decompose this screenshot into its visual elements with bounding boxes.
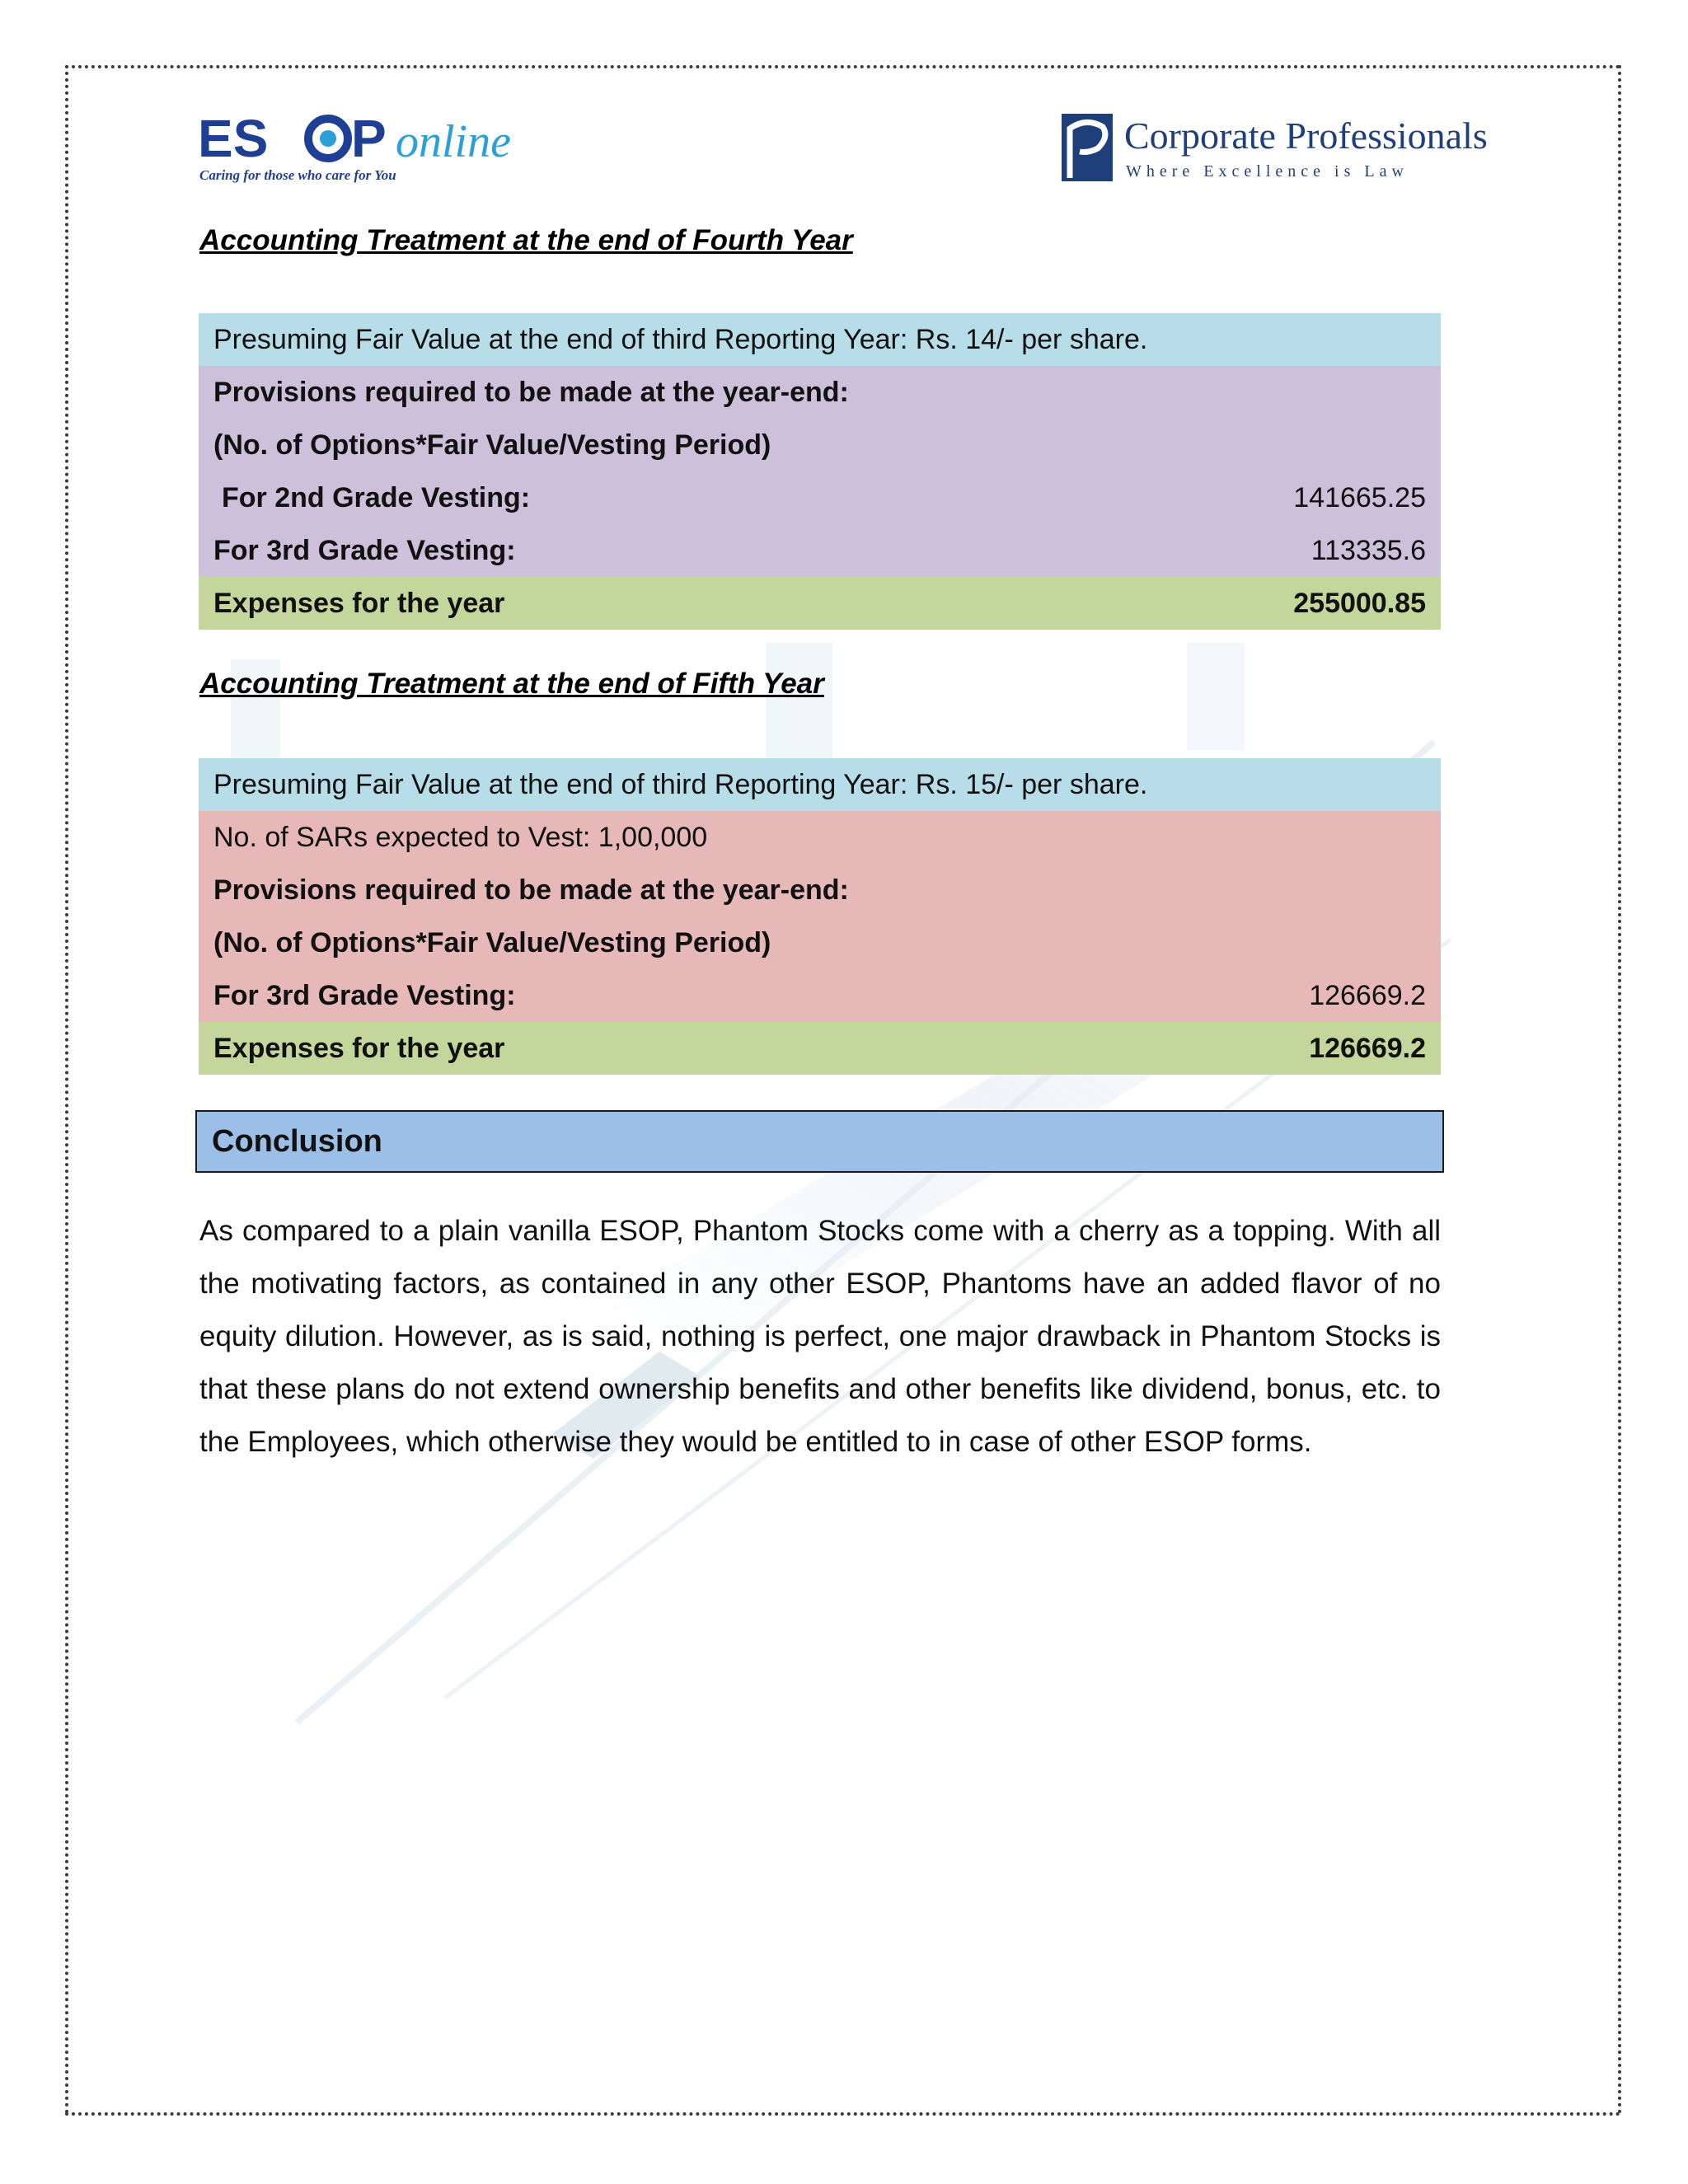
svg-text:ES: ES bbox=[198, 109, 269, 168]
conclusion-heading-box bbox=[195, 1110, 1444, 1173]
fifth-year-heading: Accounting Treatment at the end of Fifth Year bbox=[199, 668, 824, 700]
esop-online-logo bbox=[198, 109, 544, 187]
sars-row bbox=[199, 811, 1441, 864]
grade3-value: 126669.2 bbox=[1309, 979, 1426, 1011]
grade3-label: For 3rd Grade Vesting: bbox=[213, 979, 516, 1011]
grade3-value: 113335.6 bbox=[1311, 534, 1426, 566]
svg-text:Corporate Professionals: Corporate Professionals bbox=[1124, 115, 1488, 157]
svg-text:P: P bbox=[351, 109, 387, 168]
fair-value-text: Presuming Fair Value at the end of third Reporting Year: Rs. 14/- per share. bbox=[213, 323, 1148, 355]
grade3-row bbox=[199, 524, 1441, 577]
fair-value-row bbox=[199, 758, 1441, 811]
svg-text:Where Excellence is Law: Where Excellence is Law bbox=[1126, 162, 1409, 180]
fourth-year-heading: Accounting Treatment at the end of Fourth Year bbox=[199, 224, 853, 256]
grade2-row bbox=[199, 471, 1441, 524]
formula-row bbox=[199, 419, 1441, 471]
provisions-label: Provisions required to be made at the year-end: bbox=[213, 376, 849, 408]
provisions-row bbox=[199, 366, 1441, 419]
sars-text: No. of SARs expected to Vest: 1,00,000 bbox=[213, 821, 708, 853]
conclusion-title: Conclusion bbox=[212, 1123, 382, 1159]
grade3-row bbox=[199, 969, 1441, 1022]
expenses-row bbox=[199, 1022, 1441, 1075]
formula-label: (No. of Options*Fair Value/Vesting Period) bbox=[213, 429, 771, 461]
formula-row bbox=[199, 916, 1441, 969]
provisions-row bbox=[199, 864, 1441, 916]
grade2-label: For 2nd Grade Vesting: bbox=[222, 481, 531, 513]
svg-text:Caring for those who care for: Caring for those who care for You bbox=[199, 167, 396, 183]
provisions-label: Provisions required to be made at the year-end: bbox=[213, 874, 849, 906]
svg-text:online: online bbox=[396, 116, 511, 167]
expenses-value: 255000.85 bbox=[1293, 587, 1426, 619]
fair-value-text: Presuming Fair Value at the end of third Reporting Year: Rs. 15/- per share. bbox=[213, 768, 1148, 800]
expenses-label: Expenses for the year bbox=[213, 1032, 505, 1064]
formula-label: (No. of Options*Fair Value/Vesting Period) bbox=[213, 926, 771, 958]
conclusion-paragraph: As compared to a plain vanilla ESOP, Phantom Stocks come with a cherry as a topping. With all the motivating factors, as contained in any other ESOP, Phantoms have an added flavor of no equity dilution. However, as is said, nothing is perfect, one major drawback in Phantom Stocks is that these plans do not extend ownership benefits and other benefits like dividend, bonus, etc. to the Employees, which otherwise they would be entitled to in case of other ESOP forms. bbox=[199, 1215, 1441, 1458]
fourth-year-table bbox=[199, 313, 1441, 630]
fifth-year-table bbox=[199, 758, 1441, 1075]
fair-value-row bbox=[199, 313, 1441, 366]
grade3-label: For 3rd Grade Vesting: bbox=[213, 534, 516, 566]
grade2-value: 141665.25 bbox=[1293, 481, 1426, 513]
expenses-value: 126669.2 bbox=[1309, 1032, 1426, 1064]
corporate-professionals-logo bbox=[1062, 112, 1488, 186]
expenses-row bbox=[199, 577, 1441, 630]
expenses-label: Expenses for the year bbox=[213, 587, 505, 619]
